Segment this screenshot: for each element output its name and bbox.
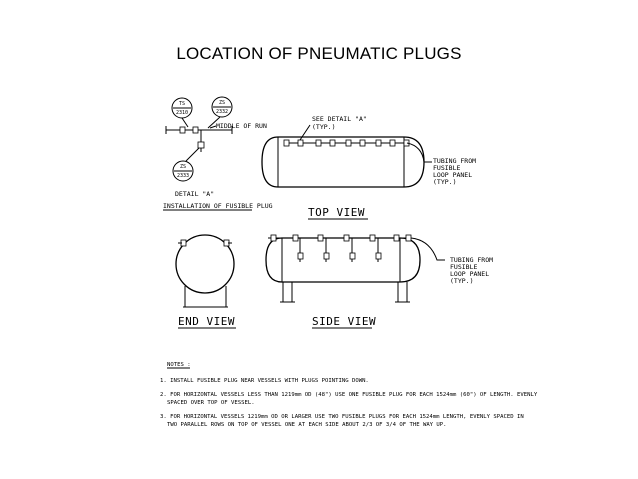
- bubble-zs-2332-tag: ZS: [218, 100, 226, 106]
- side-view-drops: [298, 238, 381, 262]
- side-tubing-label-4: (TYP.): [450, 277, 474, 285]
- note-1: 1. INSTALL FUSIBLE PLUG NEAR VESSELS WITH PLUGS POINTING DOWN.: [160, 378, 369, 384]
- bubble-zs-2332-number: 2332: [215, 109, 229, 115]
- bubble-zs-2333-tag: ZS: [179, 164, 187, 170]
- top-tubing-label-1: TUBING FROM: [433, 157, 477, 165]
- detail-a: [163, 97, 273, 210]
- end-view-label: END VIEW: [178, 315, 235, 328]
- end-view: [176, 235, 236, 328]
- detail-fusible-plug: [198, 142, 204, 148]
- note-2-line-1: 2. FOR HORIZONTAL VESSELS LESS THAN 1219mm OD (48") USE ONE FUSIBLE PLUG FOR EACH 1524mm (60") OF LENGTH. EVENLY: [160, 392, 538, 398]
- note-3-line-2: TWO PARALLEL ROWS ON TOP OF VESSEL ONE AT EACH SIDE ABOUT 2/3 OF 3/4 OF THE WAY UP.: [167, 422, 447, 428]
- detail-a-caption: DETAIL "A": [175, 190, 215, 198]
- bubble-ts-2310-tag: TS: [178, 101, 186, 107]
- side-view-vessel: [266, 238, 420, 282]
- see-detail-label: SEE DETAIL "A": [312, 115, 367, 123]
- slide-title: LOCATION OF PNEUMATIC PLUGS: [176, 44, 462, 63]
- bubble-ts-2310-number: 2310: [175, 110, 189, 116]
- middle-of-run-label: MIDDLE OF RUN: [216, 122, 267, 130]
- side-tubing-label-2: FUSIBLE: [450, 263, 478, 271]
- top-tubing-label-4: (TYP.): [433, 178, 457, 186]
- top-tubing-label-2: FUSIBLE: [433, 164, 461, 172]
- side-view-label: SIDE VIEW: [312, 315, 377, 328]
- top-view: [262, 115, 476, 219]
- see-detail-typ-label: (TYP.): [312, 123, 336, 131]
- installation-caption: INSTALLATION OF FUSIBLE PLUG: [163, 202, 273, 210]
- top-view-plugs: [284, 140, 409, 146]
- note-2-line-2: SPACED OVER TOP OF VESSEL.: [167, 400, 255, 406]
- side-view: [266, 235, 493, 328]
- notes: [160, 362, 538, 428]
- side-tubing-label-3: LOOP PANEL: [450, 270, 490, 278]
- note-3-line-1: 3. FOR HORIZONTAL VESSELS 1219mm OD OR LARGER USE TWO FUSIBLE PLUGS FOR EACH 1524mm LENGTH, EVENLY SPACED IN: [160, 414, 524, 420]
- top-view-label: TOP VIEW: [308, 206, 365, 219]
- top-tubing-label-3: LOOP PANEL: [433, 171, 473, 179]
- notes-heading: NOTES :: [167, 362, 191, 368]
- side-tubing-label-1: TUBING FROM: [450, 256, 494, 264]
- bubble-zs-2333-number: 2333: [176, 173, 190, 179]
